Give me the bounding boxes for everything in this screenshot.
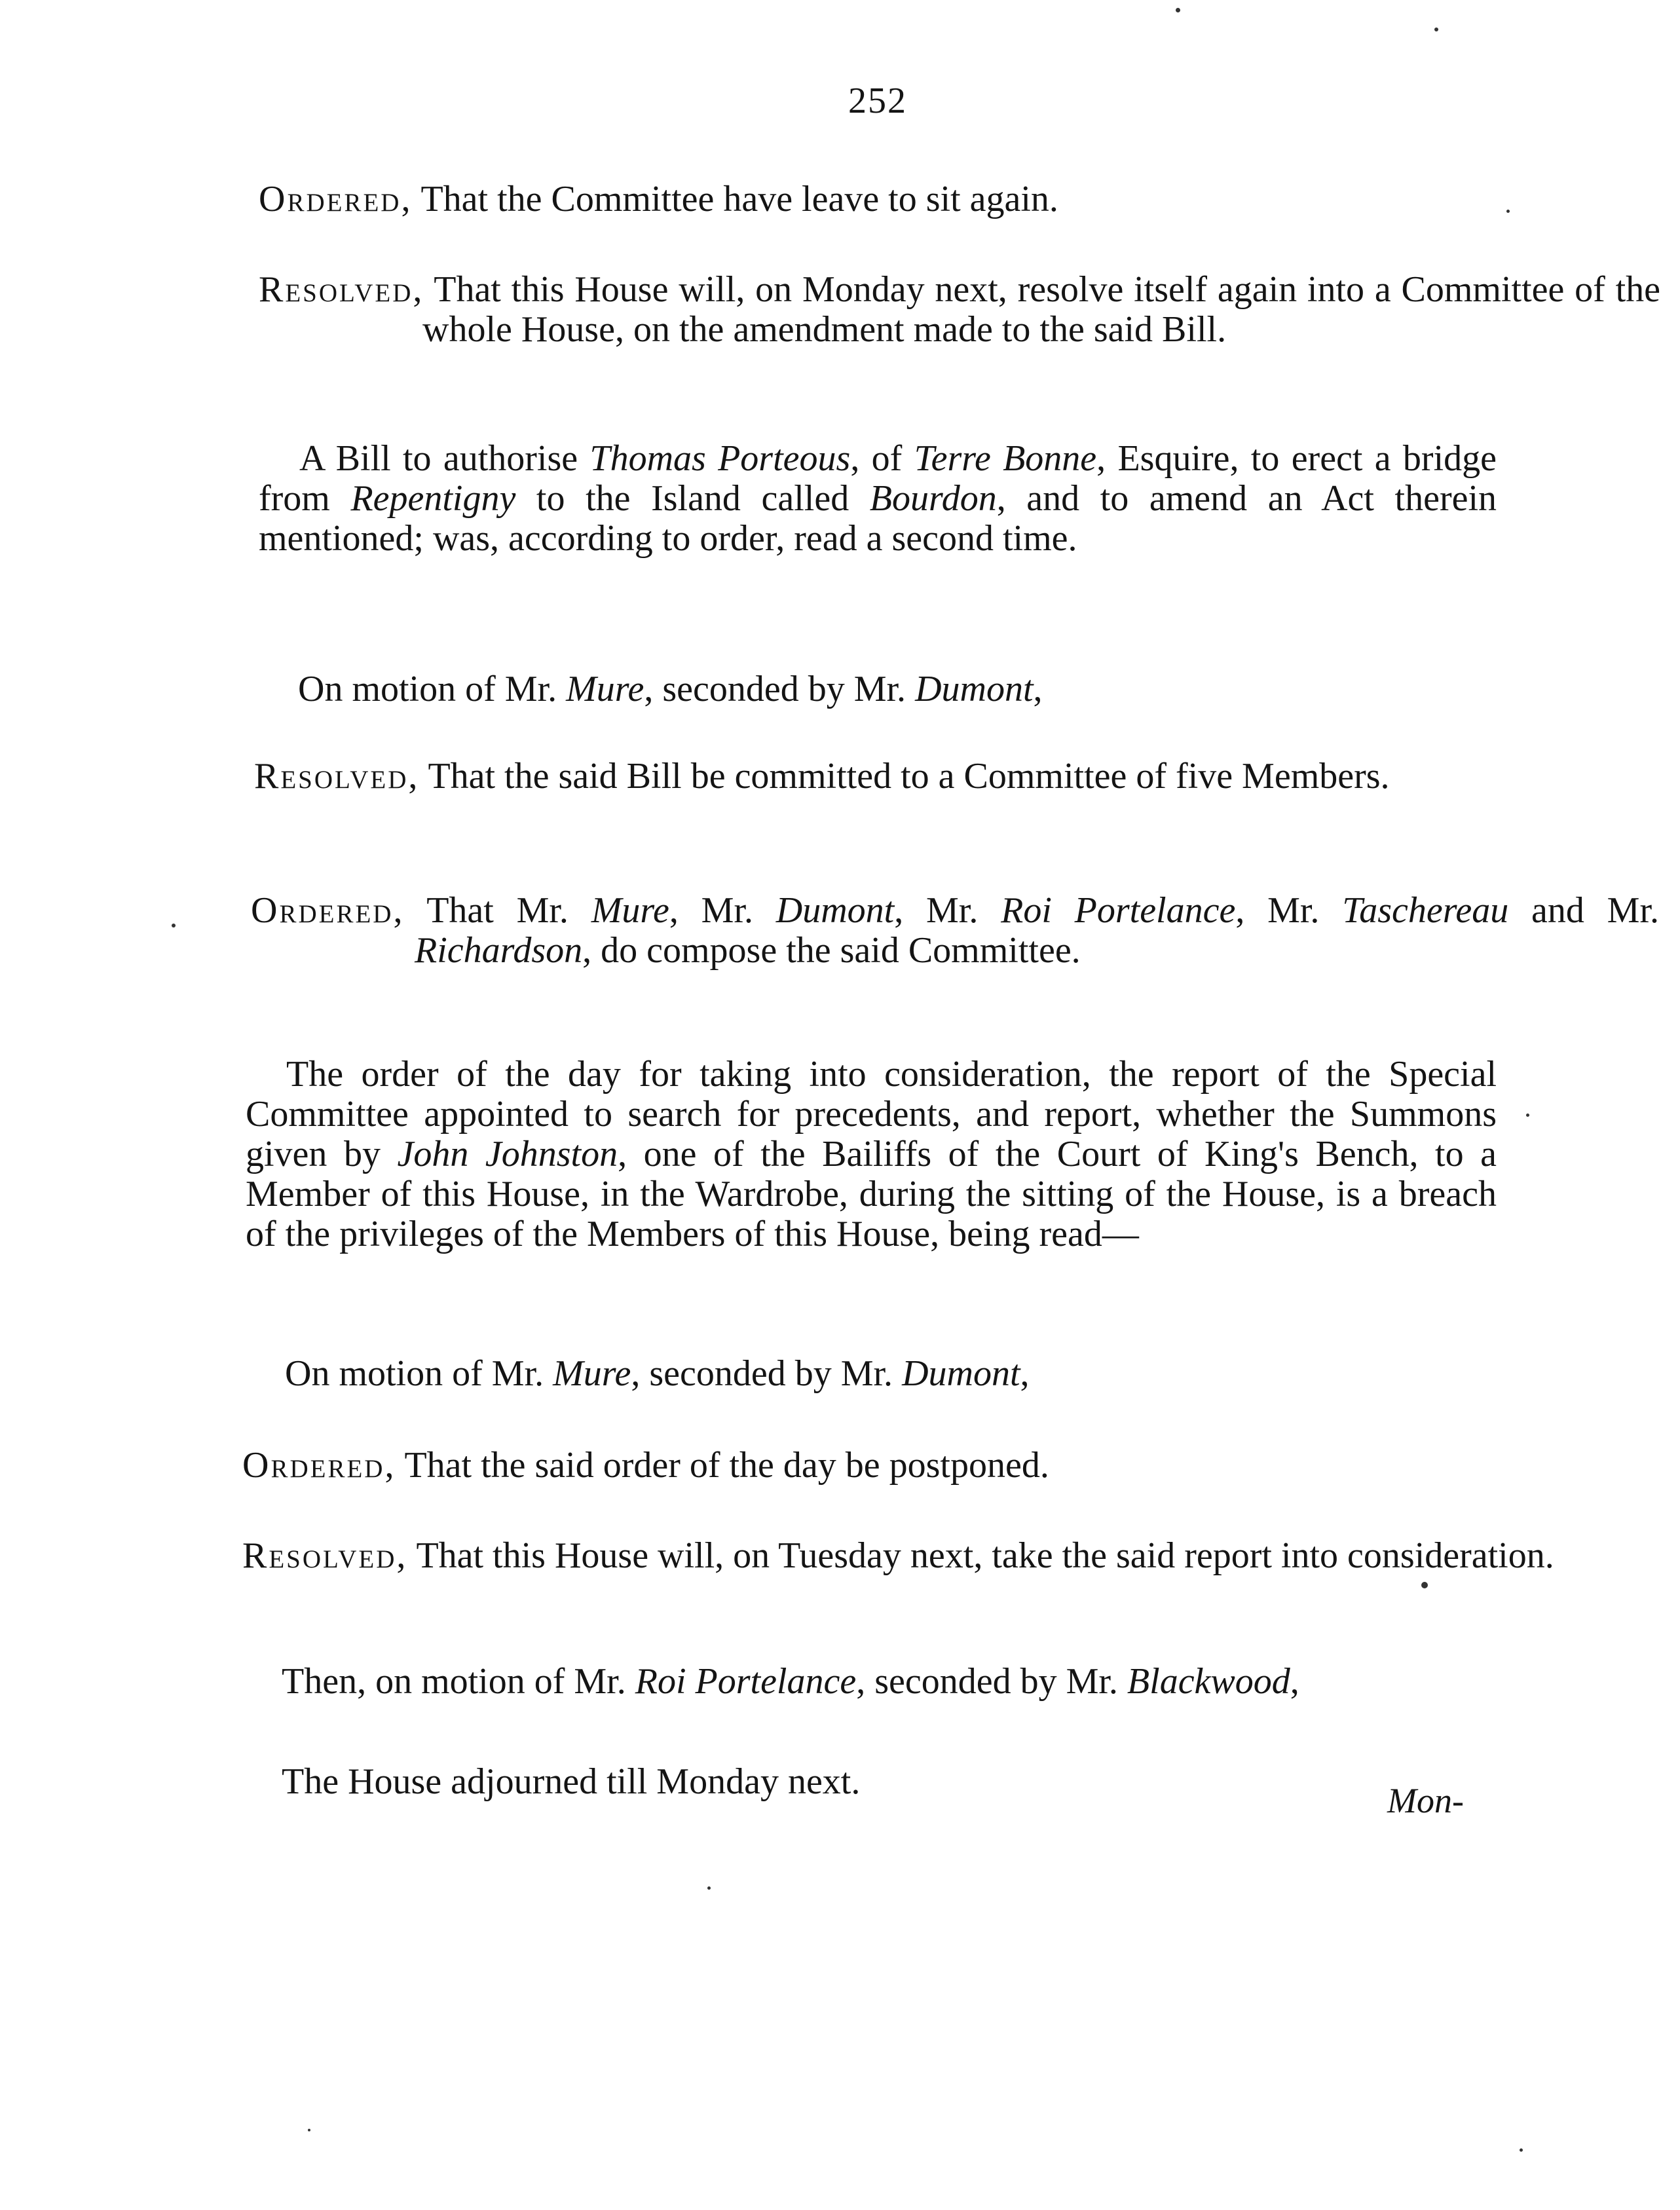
text-run: Then, on motion of Mr. (282, 1661, 635, 1702)
name-run: Dumont (915, 669, 1034, 709)
text-run: , of (850, 438, 914, 479)
entry-motion (285, 1353, 1030, 1395)
text-run: , (1033, 669, 1043, 709)
text-run: , Mr. (894, 890, 1001, 931)
scan-speck (1434, 28, 1438, 31)
text-run: , one of the Bailiffs of the Court of King's Bench, to a Member of this House, in the Wardrobe, during the sitting of the House, is a breach of the privileges of the Members of this House, being read— (246, 1134, 1497, 1254)
name-run: Taschereau (1342, 890, 1509, 931)
text-run: The order of the day for taking into consideration, the report of the Special Committee appointed to search for precedents, and report, whether the Summons given by (246, 1054, 1497, 1174)
entry-text: That this House will, on Tuesday next, take the said report into consideration. (416, 1535, 1554, 1576)
scan-speck (172, 924, 176, 927)
entry-ordered-postponed (242, 1444, 1049, 1486)
scan-speck (1520, 2148, 1523, 2152)
scan-speck (1506, 210, 1510, 213)
text-run: That Mr. (426, 890, 591, 931)
entry-motion-adjourn (282, 1660, 1299, 1702)
entry-lead: Ordered, (251, 890, 405, 931)
entry-resolved-amendment (259, 270, 1660, 350)
text-run: , and to amend an Act therein mentioned; was, according to order, read a second time. (259, 478, 1497, 559)
text-run: A Bill to authorise (299, 438, 590, 479)
name-run: Roi Portelance (635, 1661, 857, 1702)
entry-order-of-day (246, 1055, 1497, 1254)
text-run: and Mr. (1508, 890, 1659, 931)
text-run: , Mr. (1235, 890, 1343, 931)
catchword: Mon- (1387, 1781, 1464, 1820)
entry-text: That the Committee have leave to sit again. (420, 179, 1058, 219)
text-run: , seconded by Mr. (644, 669, 916, 709)
name-run: Dumont (902, 1353, 1020, 1394)
text-run: On motion of Mr. (285, 1353, 553, 1394)
entry-text: That the said Bill be committed to a Committee of five Members. (428, 756, 1390, 796)
name-run: Mure (566, 669, 644, 709)
entry-resolved-report (242, 1536, 1680, 1576)
scan-speck (1526, 1114, 1529, 1117)
entry-text: The House adjourned till Monday next. (282, 1761, 861, 1802)
name-run: Repentigny (350, 478, 516, 519)
text-run: , do compose the said Committee. (582, 930, 1081, 971)
name-run: Thomas Porteous (589, 438, 851, 479)
text-run: , (1020, 1353, 1030, 1394)
name-run: Blackwood (1127, 1661, 1290, 1702)
entry-text: That the said order of the day be postponed. (404, 1445, 1049, 1486)
entry-lead: Resolved, (259, 269, 424, 310)
name-run: Dumont (775, 890, 895, 931)
entry-bill-reading (259, 439, 1497, 559)
text-run: On motion of Mr. (298, 669, 567, 709)
entry-motion (298, 668, 1043, 710)
name-run: Mure (591, 890, 669, 931)
entry-adjourned (282, 1761, 860, 1803)
name-run: Mure (553, 1353, 631, 1394)
entry-ordered-compose (251, 891, 1659, 971)
entry-resolved-committed (254, 757, 1659, 796)
entry-lead: Ordered, (242, 1445, 396, 1486)
text-run: , seconded by Mr. (856, 1661, 1127, 1702)
scan-speck (1176, 8, 1180, 12)
entry-ordered-leave (259, 178, 1058, 220)
name-run: Bourdon (869, 478, 997, 519)
text-run: , (1290, 1661, 1299, 1702)
scan-speck (707, 1886, 711, 1890)
name-run: Richardson (415, 930, 583, 971)
entry-lead: Resolved, (242, 1535, 408, 1576)
entry-lead: Ordered, (259, 179, 413, 219)
page-number: 252 (848, 81, 907, 121)
name-run: Terre Bonne (914, 438, 1097, 479)
name-run: Roi Portelance (1001, 890, 1236, 931)
text-run: , Mr. (669, 890, 776, 931)
name-run: John Johnston (397, 1134, 618, 1174)
entry-lead: Resolved, (254, 756, 420, 796)
scan-speck (308, 2129, 310, 2131)
scan-speck (1421, 1582, 1428, 1588)
text-run: , seconded by Mr. (631, 1353, 903, 1394)
text-run: to the Island called (515, 478, 870, 519)
entry-text: That this House will, on Monday next, resolve itself again into a Committee of the whole House, on the amendment made to the said Bill. (422, 269, 1660, 350)
text-run: , Esquire, to erect a bridge from (259, 438, 1497, 519)
